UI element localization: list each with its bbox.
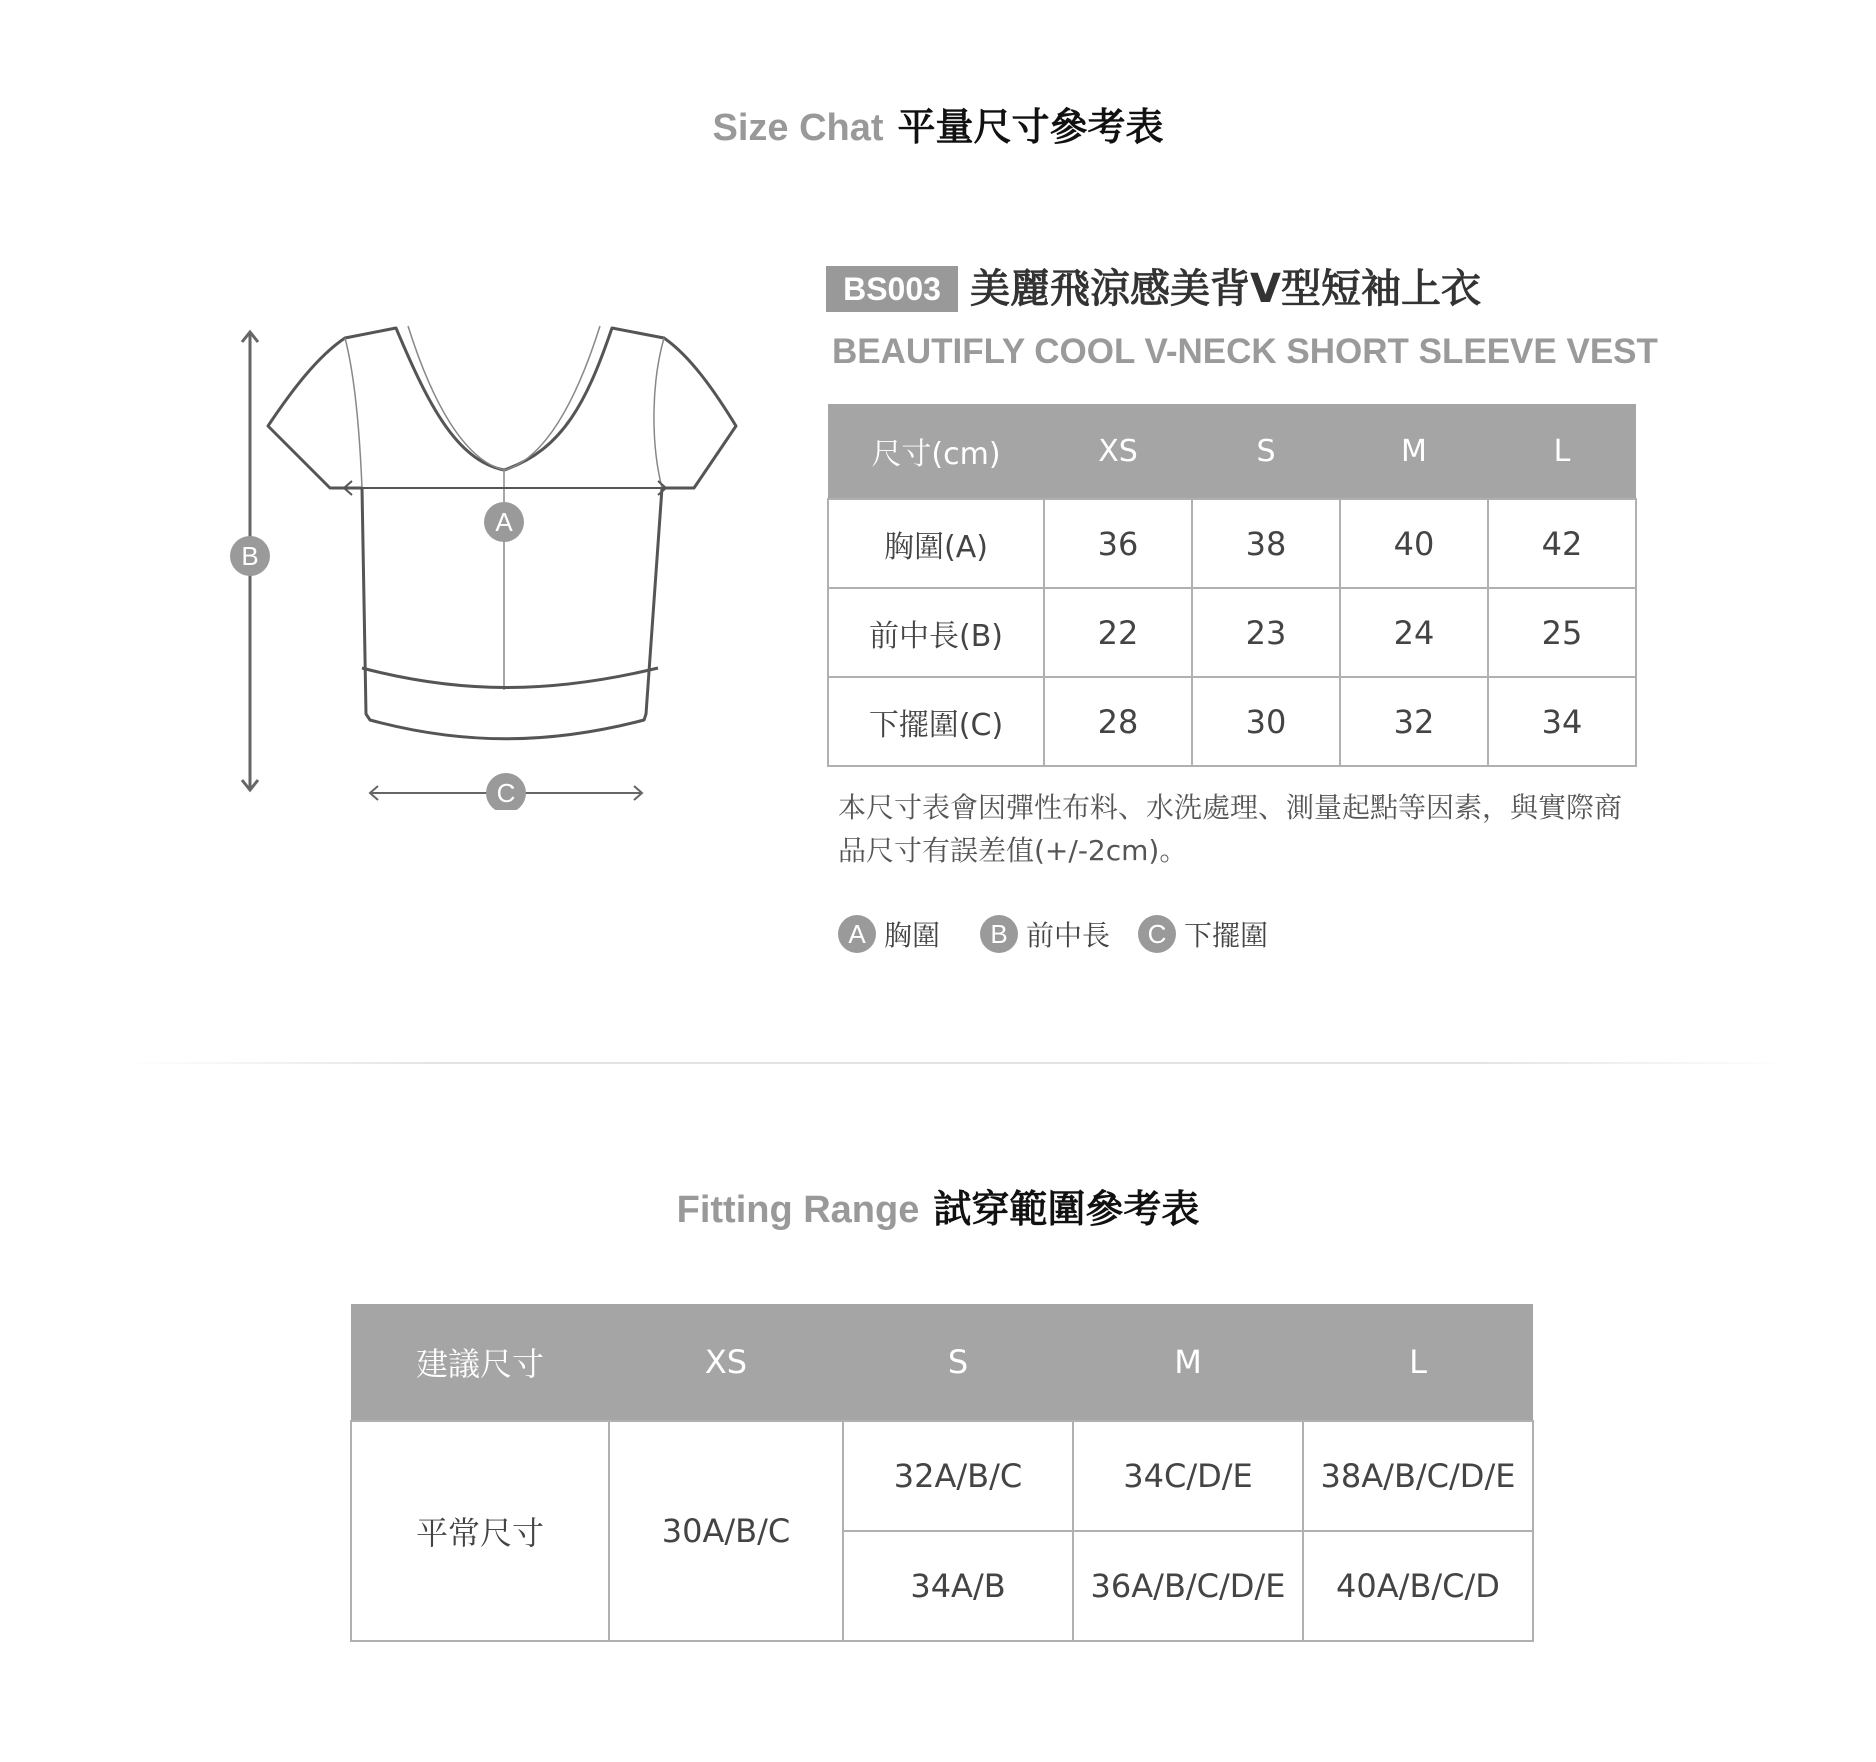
size-table-header [828,404,1636,499]
label-c-marker [486,773,526,810]
table-cell: 24 [1340,588,1488,677]
row-label: 下擺圍(C) [828,677,1044,766]
size-chart-title [0,96,1876,151]
table-cell: 36A/B/C/D/E [1073,1531,1303,1641]
section-divider [120,1062,1796,1064]
measurement-note: 本尺寸表會因彈性布料、水洗處理、測量起點等因素，與實際商品尺寸有誤差值(+/-2cm)。 [838,791,1623,867]
header-cell: S [843,1304,1073,1421]
row-label: 平常尺寸 [351,1421,609,1641]
label-a-marker [484,502,524,542]
table-cell: 36 [1044,499,1192,588]
row-label: 前中長(B) [828,588,1044,677]
table-cell: 38 [1192,499,1340,588]
table-cell: 34 [1488,677,1636,766]
product-name-zh: 美麗飛涼感美背V型短袖上衣 [970,266,1481,312]
fitting-table-header [351,1304,1533,1421]
header-cell: 尺寸(cm) [828,404,1044,499]
legend-label: 前中長 [1026,919,1111,952]
legend-marker-c: C [1138,915,1176,953]
header-cell: M [1340,404,1488,499]
label-a-text: A [495,507,513,537]
waistband-line [362,668,658,688]
table-cell: 38A/B/C/D/E [1303,1421,1533,1531]
size-chart-title-en: Size Chat [712,107,884,149]
legend-marker-a: A [838,915,876,953]
table-row [828,499,1636,588]
table-cell: 32 [1340,677,1488,766]
legend-item-length [980,914,1110,954]
header-cell: L [1303,1304,1533,1421]
label-b-text: B [241,541,259,571]
fitting-range-title [0,1178,1876,1233]
fitting-title-zh: 試穿範圍參考表 [933,1187,1200,1231]
fitting-title-en: Fitting Range [676,1189,920,1231]
table-cell: 40A/B/C/D [1303,1531,1533,1641]
table-cell: 23 [1192,588,1340,677]
table-cell: 42 [1488,499,1636,588]
size-chart-title-zh: 平量尺寸參考表 [897,105,1164,149]
chest-arrow [344,481,666,495]
table-cell: 32A/B/C [843,1421,1073,1531]
table-row [828,588,1636,677]
table-cell-xs: 30A/B/C [609,1421,843,1641]
header-cell: L [1488,404,1636,499]
legend-item-chest [838,914,940,954]
product-name-en: BEAUTIFLY COOL V-NECK SHORT SLEEVE VEST [832,332,1658,371]
table-cell: 25 [1488,588,1636,677]
legend-label: 胸圍 [884,919,941,952]
label-b-marker [230,536,270,576]
product-code-badge: BS003 [826,266,958,312]
table-cell: 22 [1044,588,1192,677]
size-table [827,404,1637,767]
table-row [828,677,1636,766]
header-cell: XS [609,1304,843,1421]
header-cell: S [1192,404,1340,499]
header-cell: 建議尺寸 [351,1304,609,1421]
table-cell: 28 [1044,677,1192,766]
table-cell: 40 [1340,499,1488,588]
legend-marker-b: B [980,915,1018,953]
fitting-table [350,1304,1534,1642]
legend-item-hem [1138,914,1268,954]
row-label: 胸圍(A) [828,499,1044,588]
table-cell: 34A/B [843,1531,1073,1641]
garment-diagram [220,320,760,810]
label-c-text: C [496,778,516,808]
header-cell: XS [1044,404,1192,499]
legend-label: 下擺圍 [1184,919,1269,952]
header-cell: M [1073,1304,1303,1421]
table-cell: 30 [1192,677,1340,766]
table-row [351,1421,1533,1531]
table-cell: 34C/D/E [1073,1421,1303,1531]
